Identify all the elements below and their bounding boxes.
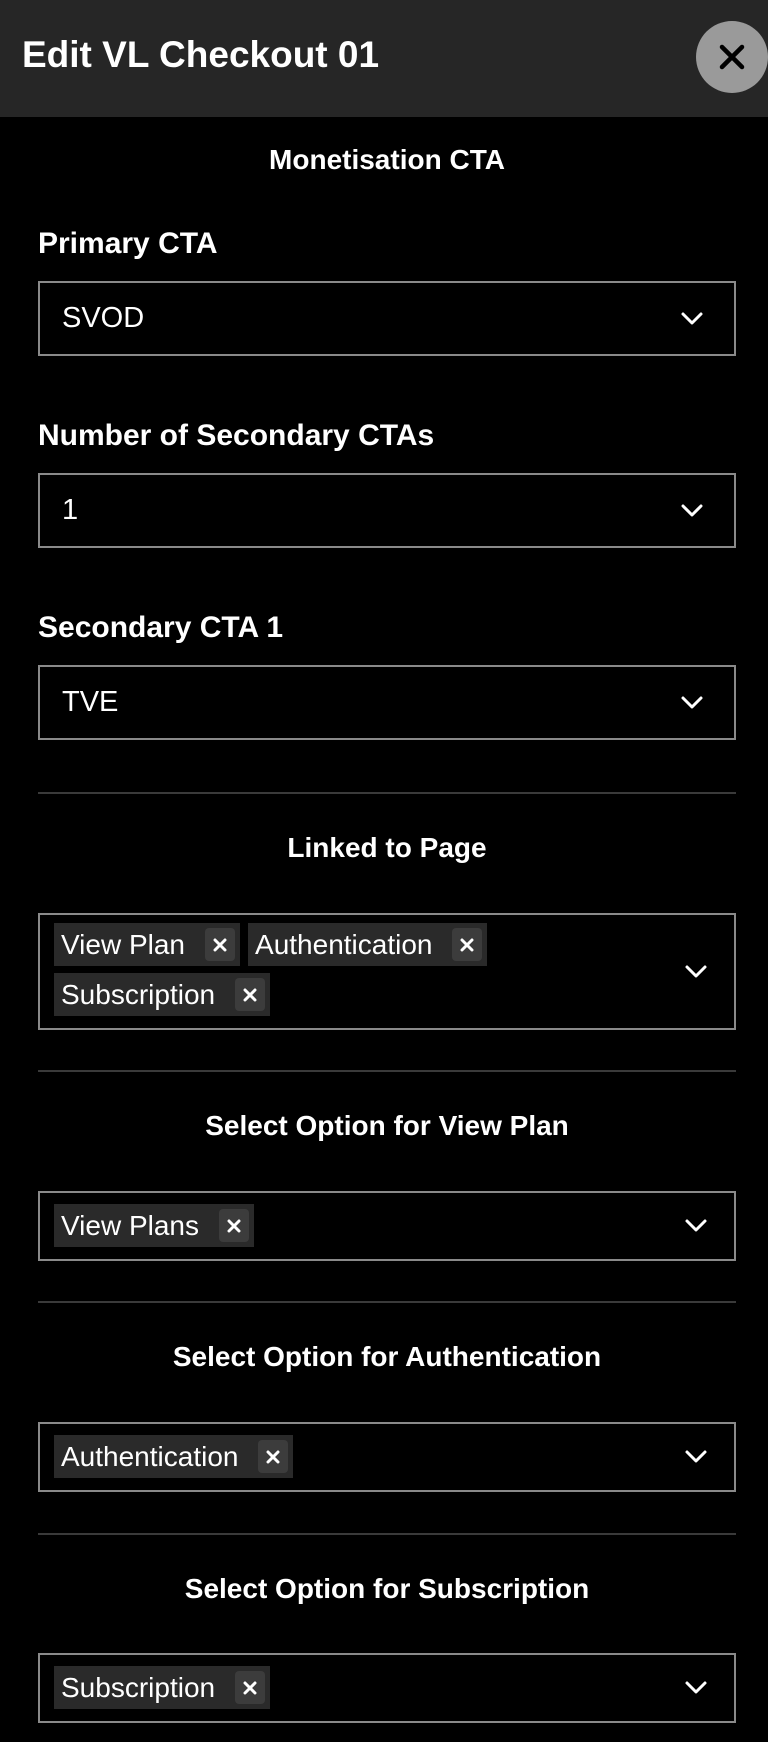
subscription-option-select[interactable]	[38, 1653, 736, 1723]
view-plan-option-select[interactable]	[38, 1191, 736, 1261]
secondary-cta-1-select[interactable]	[38, 665, 736, 740]
tag-subscription	[54, 973, 270, 1016]
close-button[interactable]	[696, 21, 768, 93]
divider	[38, 1301, 736, 1303]
tag-label: View Plans	[61, 1209, 200, 1241]
modal-title: Edit VL Checkout 01	[22, 34, 380, 75]
tag-view-plans	[54, 1204, 254, 1247]
authentication-option-title: Select Option for Authentication	[172, 1341, 602, 1372]
chevron-down-icon	[684, 1680, 708, 1696]
subscription-option-title: Select Option for Subscription	[184, 1573, 590, 1604]
primary-cta-select[interactable]	[38, 281, 736, 356]
authentication-option-select[interactable]	[38, 1422, 736, 1492]
remove-tag-icon[interactable]	[258, 1440, 288, 1473]
modal-header	[0, 0, 768, 117]
chevron-down-icon	[680, 311, 704, 327]
chevron-down-icon	[680, 503, 704, 519]
chevron-down-icon	[684, 964, 708, 980]
view-plan-option-title: Select Option for View Plan	[205, 1110, 569, 1141]
divider	[38, 1533, 736, 1535]
linked-page-title: Linked to Page	[287, 832, 487, 863]
secondary-cta-1-label: Secondary CTA 1	[38, 611, 284, 644]
tag-authentication	[54, 1435, 293, 1478]
secondary-cta-1-value: TVE	[62, 686, 119, 718]
remove-tag-icon[interactable]	[205, 928, 235, 961]
tag-label: Subscription	[61, 1671, 216, 1703]
tag-subscription	[54, 1666, 270, 1709]
monetisation-title: Monetisation CTA	[269, 144, 505, 175]
remove-tag-icon[interactable]	[235, 978, 265, 1011]
secondary-count-value: 1	[62, 494, 79, 526]
chevron-down-icon	[684, 1449, 708, 1465]
remove-tag-icon[interactable]	[219, 1209, 249, 1242]
secondary-count-select[interactable]	[38, 473, 736, 548]
tag-label: Authentication	[255, 928, 433, 960]
tag-label: Subscription	[61, 978, 216, 1010]
primary-cta-label: Primary CTA	[38, 227, 218, 260]
secondary-count-label: Number of Secondary CTAs	[38, 419, 435, 452]
chevron-down-icon	[680, 695, 704, 711]
primary-cta-value: SVOD	[62, 302, 145, 334]
close-icon	[718, 43, 746, 71]
divider	[38, 792, 736, 794]
chevron-down-icon	[684, 1218, 708, 1234]
tag-label: Authentication	[61, 1440, 239, 1472]
linked-page-multiselect[interactable]	[38, 913, 736, 1030]
tag-authentication	[248, 923, 487, 966]
remove-tag-icon[interactable]	[235, 1671, 265, 1704]
divider	[38, 1070, 736, 1072]
tag-view-plan	[54, 923, 240, 966]
tag-label: View Plan	[61, 928, 186, 960]
remove-tag-icon[interactable]	[452, 928, 482, 961]
